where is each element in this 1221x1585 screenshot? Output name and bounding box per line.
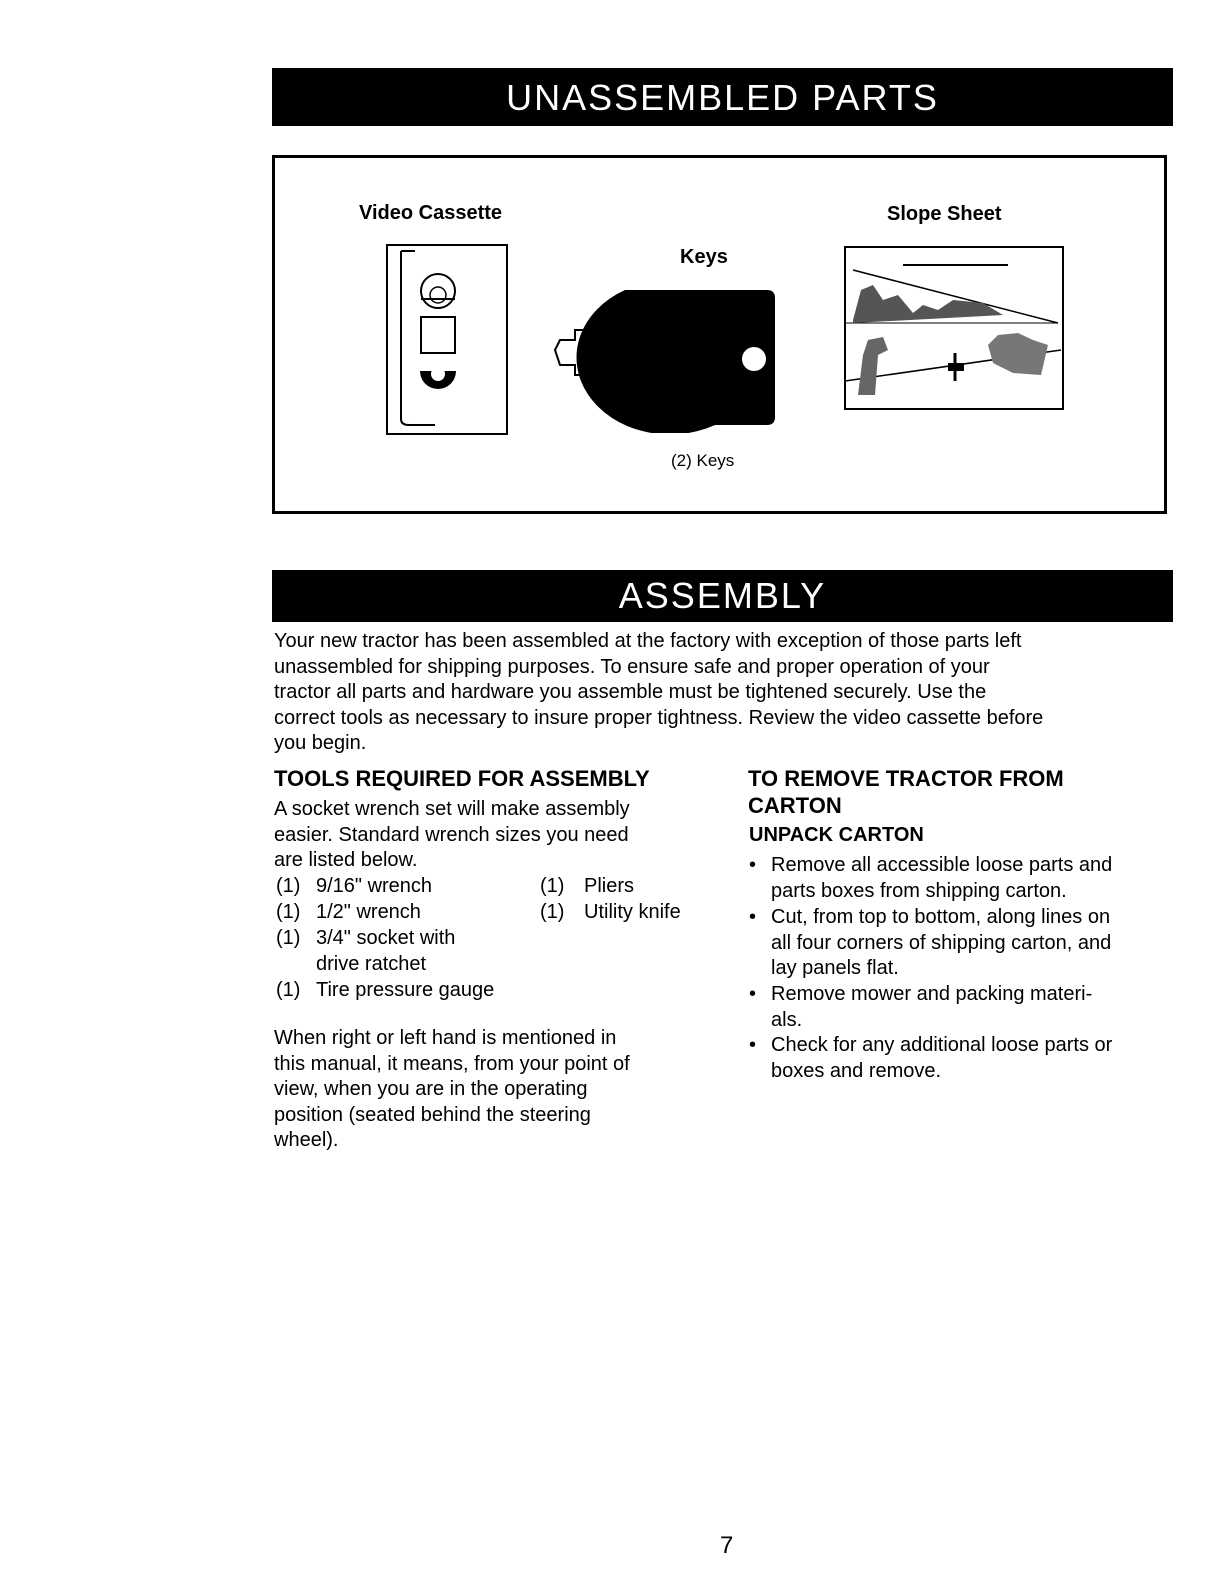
video-cassette-illustration: [385, 243, 509, 436]
hand-note: [274, 1026, 630, 1154]
video-cassette-label: Video Cassette: [359, 202, 503, 224]
assembly-title: ASSEMBLY: [618, 575, 827, 616]
remove-heading-line: CARTON: [748, 793, 842, 818]
bullet-item: [749, 853, 1113, 904]
tool-qty: (1): [276, 875, 301, 897]
assembly-intro: [274, 629, 1179, 757]
keys-illustration: [545, 285, 777, 433]
tool-name-cont: drive ratchet: [316, 953, 427, 975]
tool-qty: (1): [540, 901, 565, 923]
tool-name: Utility knife: [584, 901, 681, 923]
bullet-line: Check for any additional loose parts or: [771, 1034, 1113, 1056]
intro-line: Your new tractor has been assembled at the factory with exception of those parts left: [274, 630, 1022, 652]
bullet-line: Remove all accessible loose parts and: [771, 854, 1113, 876]
tools-intro-line: are listed below.: [274, 849, 418, 871]
hand-note-line: this manual, it means, from your point of: [274, 1052, 630, 1075]
tool-qty: (1): [276, 901, 301, 923]
tools-intro-line: A socket wrench set will make assembly: [274, 798, 630, 820]
hand-note-line: When right or left hand is mentioned in: [274, 1027, 617, 1049]
tools-intro: [274, 797, 630, 874]
tool-qty: (1): [276, 979, 301, 1001]
bullet-item: [749, 905, 1112, 982]
bullet-line: parts boxes from shipping carton.: [771, 879, 1067, 902]
tools-intro-line: easier. Standard wrench sizes you need: [274, 823, 629, 846]
assembly-banner: [272, 570, 1173, 622]
tool-name: Tire pressure gauge: [316, 979, 495, 1001]
bullet-line: Cut, from top to bottom, along lines on: [771, 906, 1111, 928]
tool-qty: (1): [540, 875, 565, 897]
slope-sheet-label: Slope Sheet: [887, 203, 1002, 225]
remove-heading-line: TO REMOVE TRACTOR FROM: [748, 766, 1064, 791]
bullet-item: [749, 982, 1093, 1033]
tool-name: 9/16" wrench: [316, 875, 433, 897]
remove-tractor-heading: [748, 765, 1064, 819]
hand-note-line: position (seated behind the steering: [274, 1103, 591, 1126]
intro-line: correct tools as necessary to insure proper tightness. Review the video cassette before: [274, 706, 1044, 729]
unassembled-parts-title: UNASSEMBLED PARTS: [506, 77, 939, 118]
bullet-icon: •: [749, 1034, 757, 1056]
bullet-line: all four corners of shipping carton, and: [771, 931, 1112, 954]
unassembled-parts-banner: [272, 68, 1173, 126]
hand-note-line: view, when you are in the operating: [274, 1078, 588, 1100]
bullet-line: Remove mower and packing materi-: [771, 983, 1093, 1005]
intro-line: you begin.: [274, 732, 367, 754]
slope-sheet-illustration: [843, 245, 1065, 411]
bullet-icon: •: [749, 983, 757, 1005]
tool-name: 3/4" socket with: [316, 927, 456, 949]
unpack-carton-subheading: UNPACK CARTON: [749, 824, 924, 846]
tools-heading: TOOLS REQUIRED FOR ASSEMBLY: [274, 766, 650, 791]
keys-label: Keys: [680, 246, 728, 268]
bullet-item: [749, 1033, 1113, 1084]
bullet-icon: •: [749, 906, 757, 928]
hand-note-line: wheel).: [274, 1129, 339, 1151]
bullet-line: lay panels flat.: [771, 957, 899, 979]
intro-line: tractor all parts and hardware you assemble must be tightened securely. Use the: [274, 681, 987, 703]
bullet-line: als.: [771, 1008, 803, 1031]
intro-line: unassembled for shipping purposes. To ensure safe and proper operation of your: [274, 655, 990, 678]
page-number: 7: [720, 1532, 734, 1559]
bullet-icon: •: [749, 854, 757, 876]
tool-name: Pliers: [584, 875, 635, 897]
tool-name: 1/2" wrench: [316, 901, 421, 923]
tool-qty: (1): [276, 927, 301, 949]
bullet-line: boxes and remove.: [771, 1059, 942, 1082]
keys-caption: (2) Keys: [671, 451, 735, 470]
